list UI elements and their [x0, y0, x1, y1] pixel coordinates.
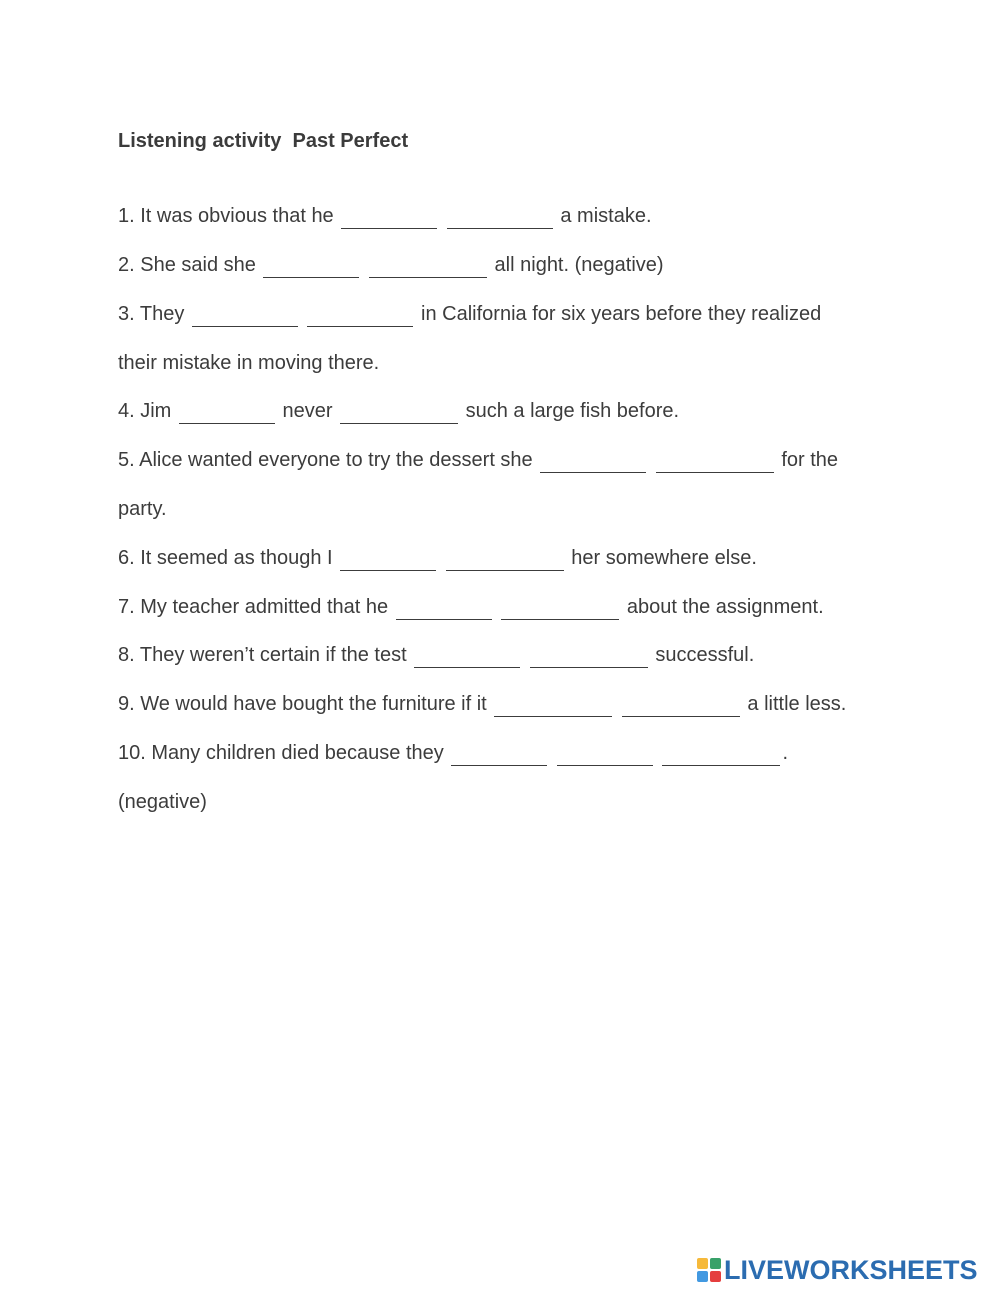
- exercise-text: 6. It seemed as though I: [118, 547, 339, 569]
- exercise-text: [439, 205, 445, 227]
- exercise-text: [361, 254, 367, 276]
- answer-blank[interactable]: [530, 645, 648, 668]
- exercise-text: 8. They weren’t certain if the test: [118, 644, 413, 666]
- exercise-text: 2. She said she: [118, 254, 262, 276]
- exercise-text: 1. It was obvious that he: [118, 205, 340, 227]
- exercise-line: [118, 496, 167, 522]
- exercise-text: 3. They: [118, 303, 190, 325]
- answer-blank[interactable]: [340, 401, 458, 424]
- exercise-text: [494, 596, 500, 618]
- answer-blank[interactable]: [307, 304, 413, 327]
- exercise-text: 5. Alice wanted everyone to try the dessert she: [118, 449, 539, 471]
- exercise-line: [118, 545, 757, 571]
- exercise-text: [549, 742, 555, 764]
- exercise-text: 4. Jim: [118, 400, 177, 422]
- worksheet-title: Listening activity Past Perfect: [118, 130, 409, 152]
- exercise-line: [118, 594, 824, 620]
- exercise-text: in California for six years before they realized: [415, 303, 822, 325]
- exercise-text: a little less.: [741, 693, 847, 715]
- answer-blank[interactable]: [446, 548, 564, 571]
- answer-blank[interactable]: [263, 255, 359, 278]
- exercise-text: a mistake.: [554, 205, 652, 227]
- exercise-line: [118, 447, 838, 473]
- exercise-line: [118, 301, 821, 327]
- answer-blank[interactable]: [656, 450, 774, 473]
- exercise-text: [655, 742, 661, 764]
- exercise-line: [118, 398, 679, 424]
- answer-blank[interactable]: [557, 743, 653, 766]
- exercise-text: [522, 644, 528, 666]
- answer-blank[interactable]: [340, 548, 436, 571]
- exercise-text: 7. My teacher admitted that he: [118, 596, 394, 618]
- answer-blank[interactable]: [540, 450, 646, 473]
- exercise-line: [118, 252, 664, 278]
- answer-blank[interactable]: [501, 597, 619, 620]
- exercise-text: [300, 303, 306, 325]
- exercise-text: 10. Many children died because they: [118, 742, 450, 764]
- exercise-text: her somewhere else.: [565, 547, 757, 569]
- answer-blank[interactable]: [622, 694, 740, 717]
- exercise-line: [118, 789, 207, 815]
- exercise-text: for the: [775, 449, 839, 471]
- exercise-text: .: [782, 742, 789, 764]
- logo-block: [710, 1258, 721, 1269]
- exercise-line: [118, 642, 754, 668]
- exercise-line: [118, 740, 788, 766]
- logo-block: [710, 1271, 721, 1282]
- answer-blank[interactable]: [396, 597, 492, 620]
- exercise-text: 9. We would have bought the furniture if it: [118, 693, 493, 715]
- exercise-line: [118, 691, 846, 717]
- logo-icon: [697, 1258, 721, 1282]
- answer-blank[interactable]: [451, 743, 547, 766]
- exercise-text: [648, 449, 654, 471]
- answer-blank[interactable]: [447, 206, 553, 229]
- logo-block: [697, 1258, 708, 1269]
- liveworksheets-logo: [697, 1256, 978, 1284]
- exercise-text: [438, 547, 444, 569]
- exercise-text: successful.: [649, 644, 755, 666]
- exercise-text: all night. (negative): [489, 254, 664, 276]
- exercise-text: party.: [118, 498, 167, 520]
- exercise-text: [614, 693, 620, 715]
- answer-blank[interactable]: [414, 645, 520, 668]
- exercise-text: their mistake in moving there.: [118, 352, 380, 374]
- answer-blank[interactable]: [494, 694, 612, 717]
- answer-blank[interactable]: [192, 304, 298, 327]
- exercise-line: [118, 350, 379, 376]
- exercise-text: such a large fish before.: [460, 400, 680, 422]
- exercise-text: (negative): [118, 791, 207, 813]
- answer-blank[interactable]: [179, 401, 275, 424]
- answer-blank[interactable]: [662, 743, 780, 766]
- answer-blank[interactable]: [341, 206, 437, 229]
- exercise-text: about the assignment.: [621, 596, 824, 618]
- answer-blank[interactable]: [369, 255, 487, 278]
- exercise-text: never: [276, 400, 339, 422]
- exercise-line: [118, 203, 652, 229]
- logo-text: LIVEWORKSHEETS: [724, 1254, 978, 1285]
- logo-block: [697, 1271, 708, 1282]
